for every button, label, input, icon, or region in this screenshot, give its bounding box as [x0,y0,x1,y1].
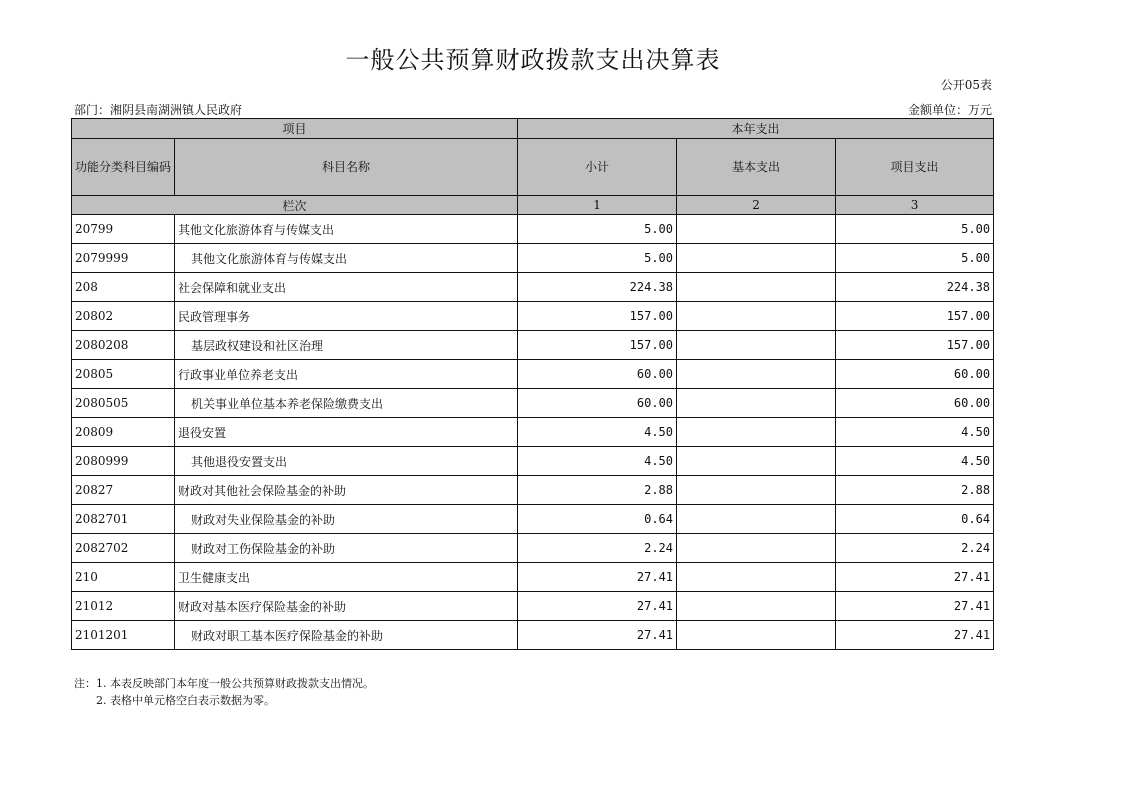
name-cell: 财政对其他社会保险基金的补助 [175,476,518,505]
table-row [72,476,994,505]
basic-cell [677,505,836,534]
header-subtotal: 小计 [518,139,677,196]
header-item: 项目 [72,119,518,139]
name-cell: 财政对失业保险基金的补助 [175,505,518,534]
code-cell: 2082701 [72,505,175,534]
basic-cell [677,447,836,476]
header-col1: 1 [518,196,677,215]
subtotal-cell: 27.41 [518,563,677,592]
code-cell: 2080505 [72,389,175,418]
code-cell: 2080208 [72,331,175,360]
project-cell: 5.00 [836,244,994,273]
table-row [72,302,994,331]
code-cell: 20799 [72,215,175,244]
basic-cell [677,273,836,302]
basic-cell [677,534,836,563]
basic-cell [677,302,836,331]
subtotal-cell: 4.50 [518,447,677,476]
name-cell: 民政管理事务 [175,302,518,331]
subtotal-cell: 2.24 [518,534,677,563]
name-cell: 行政事业单位养老支出 [175,360,518,389]
project-cell: 27.41 [836,563,994,592]
code-cell: 2079999 [72,244,175,273]
code-cell: 2080999 [72,447,175,476]
subtotal-cell: 27.41 [518,621,677,650]
note-1: 注：1. 本表反映部门本年度一般公共预算财政拨款支出情况。 [74,677,374,690]
code-cell: 21012 [72,592,175,621]
table-row [72,505,994,534]
project-cell: 60.00 [836,360,994,389]
header-code: 功能分类科目编码 [72,139,175,196]
header-row-columns [72,139,994,196]
basic-cell [677,621,836,650]
name-cell: 退役安置 [175,418,518,447]
project-cell: 27.41 [836,592,994,621]
department-label: 部门：湘阴县南湖洲镇人民政府 [74,103,243,117]
subtotal-cell: 2.88 [518,476,677,505]
table-row [72,563,994,592]
table-row [72,389,994,418]
note-2: 2. 表格中单元格空白表示数据为零。 [96,694,275,707]
basic-cell [677,244,836,273]
header-current-year: 本年支出 [518,119,994,139]
project-cell: 27.41 [836,621,994,650]
table-row [72,215,994,244]
subtotal-cell: 27.41 [518,592,677,621]
project-cell: 224.38 [836,273,994,302]
table-row [72,621,994,650]
basic-cell [677,215,836,244]
project-cell: 2.24 [836,534,994,563]
form-number: 公开05表 [940,78,992,92]
project-cell: 5.00 [836,215,994,244]
table-row [72,244,994,273]
subtotal-cell: 157.00 [518,302,677,331]
project-cell: 0.64 [836,505,994,534]
table-body [72,215,994,650]
project-cell: 157.00 [836,331,994,360]
header-project: 项目支出 [836,139,994,196]
name-cell: 社会保障和就业支出 [175,273,518,302]
code-cell: 2101201 [72,621,175,650]
table-row [72,592,994,621]
name-cell: 基层政权建设和社区治理 [175,331,518,360]
report-title: 一般公共预算财政拨款支出决算表 [345,46,721,74]
project-cell: 157.00 [836,302,994,331]
header-col3: 3 [836,196,994,215]
code-cell: 20805 [72,360,175,389]
basic-cell [677,476,836,505]
code-cell: 20802 [72,302,175,331]
subtotal-cell: 157.00 [518,331,677,360]
table-row [72,331,994,360]
code-cell: 2082702 [72,534,175,563]
name-cell: 卫生健康支出 [175,563,518,592]
basic-cell [677,563,836,592]
subtotal-cell: 224.38 [518,273,677,302]
name-cell: 其他退役安置支出 [175,447,518,476]
name-cell: 财政对职工基本医疗保险基金的补助 [175,621,518,650]
table-row [72,273,994,302]
project-cell: 60.00 [836,389,994,418]
project-cell: 4.50 [836,447,994,476]
subtotal-cell: 5.00 [518,215,677,244]
code-cell: 208 [72,273,175,302]
header-col2: 2 [677,196,836,215]
basic-cell [677,592,836,621]
table-row [72,418,994,447]
table-row [72,447,994,476]
header-row-index [72,196,994,215]
name-cell: 其他文化旅游体育与传媒支出 [175,215,518,244]
expenditure-table [71,118,994,650]
header-basic: 基本支出 [677,139,836,196]
basic-cell [677,360,836,389]
subtotal-cell: 60.00 [518,389,677,418]
basic-cell [677,418,836,447]
name-cell: 财政对基本医疗保险基金的补助 [175,592,518,621]
subtotal-cell: 0.64 [518,505,677,534]
project-cell: 2.88 [836,476,994,505]
code-cell: 210 [72,563,175,592]
basic-cell [677,331,836,360]
name-cell: 财政对工伤保险基金的补助 [175,534,518,563]
header-column-index: 栏次 [72,196,518,215]
name-cell: 机关事业单位基本养老保险缴费支出 [175,389,518,418]
subtotal-cell: 4.50 [518,418,677,447]
subtotal-cell: 5.00 [518,244,677,273]
code-cell: 20827 [72,476,175,505]
basic-cell [677,389,836,418]
table-row [72,360,994,389]
subtotal-cell: 60.00 [518,360,677,389]
header-row-top [72,119,994,139]
name-cell: 其他文化旅游体育与传媒支出 [175,244,518,273]
amount-unit-label: 金额单位：万元 [907,103,992,117]
project-cell: 4.50 [836,418,994,447]
header-name: 科目名称 [175,139,518,196]
code-cell: 20809 [72,418,175,447]
table-row [72,534,994,563]
notes [74,675,374,709]
